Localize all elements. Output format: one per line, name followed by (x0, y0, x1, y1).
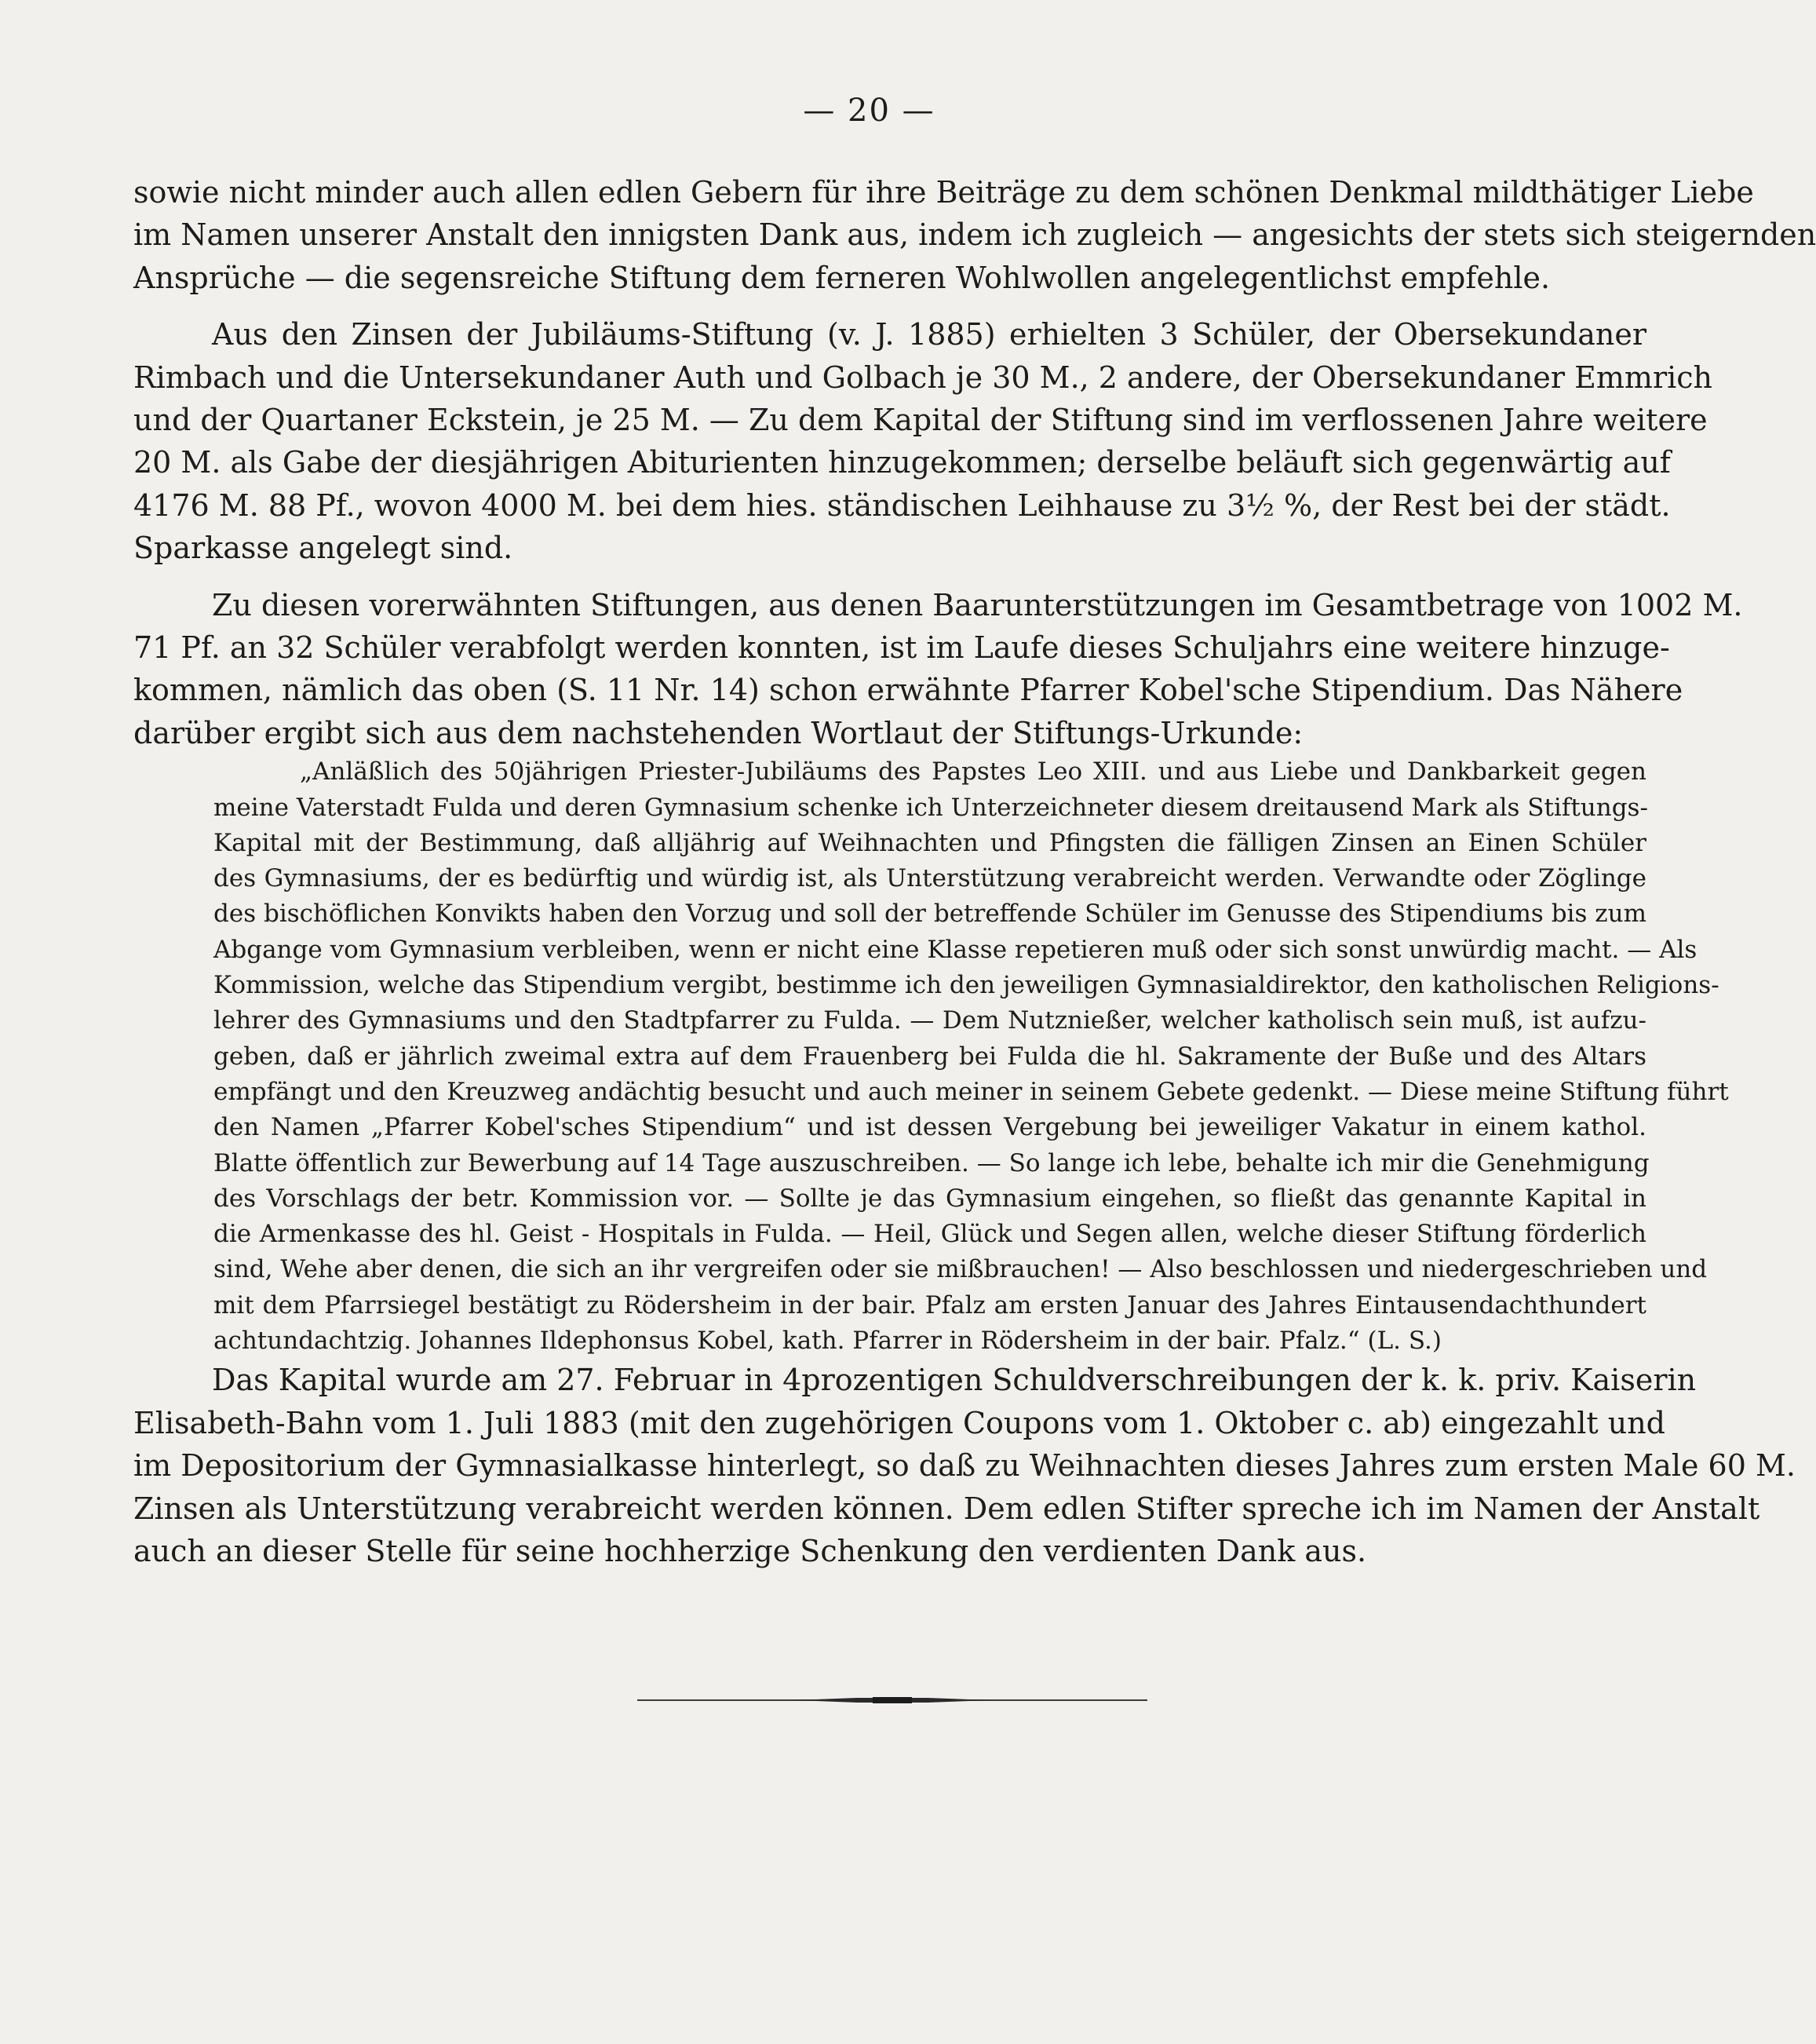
text-line: kommen, nämlich das oben (S. 11 Nr. 14) schon erwähnte Pfarrer Kobel'sche Stipendium. Das Nähere (133, 673, 1683, 708)
text-line: und der Quartaner Eckstein, je 25 M. — Zu dem Kapital der Stiftung sind im verflossenen Jahre weitere (133, 403, 1708, 438)
quote-line: sind, Wehe aber denen, die sich an ihr vergreifen oder sie mißbrauchen! — Also beschlossen und niedergeschrieben und (213, 1255, 1708, 1284)
text-line: Sparkasse angelegt sind. (133, 531, 513, 566)
text-line: im Depositorium der Gymnasialkasse hinterlegt, so daß zu Weihnachten dieses Jahres zum ersten Male 60 M. (133, 1448, 1796, 1484)
text-line: auch an dieser Stelle für seine hochherzige Schenkung den verdienten Dank aus. (133, 1533, 1367, 1568)
quote-line: Abgange vom Gymnasium verbleiben, wenn er nicht eine Klasse repetieren muß oder sich sonst unwürdig macht. — Als (213, 935, 1697, 964)
text-line: sowie nicht minder auch allen edlen Gebern für ihre Beiträge zu dem schönen Denkmal mildthätiger Liebe (133, 175, 1754, 210)
text-line: 71 Pf. an 32 Schüler verabfolgt werden konnten, ist im Laufe dieses Schuljahrs eine weitere hinzuge- (133, 630, 1670, 666)
quote-line: Blatte öffentlich zur Bewerbung auf 14 Tage auszuschreiben. — So lange ich lebe, behalte ich mir die Genehmigung (213, 1148, 1650, 1177)
quote-line: „Anläßlich des 50jährigen Priester-Jubiläums des Papstes Leo XIII. und aus Liebe und Dankbarkeit gegen (300, 757, 1646, 787)
text-line: Ansprüche — die segensreiche Stiftung dem ferneren Wohlwollen angelegentlichst empfehle. (133, 260, 1551, 295)
paragraph-kobel-stipend (133, 584, 1743, 755)
quote-line: des bischöflichen Konvikts haben den Vorzug und soll der betreffende Schüler im Genusse des Stipendiums bis zum (213, 900, 1646, 929)
page-number: — 20 — (803, 93, 935, 129)
text-line: Zu diesen vorerwähnten Stiftungen, aus denen Baarunterstützungen im Gesamtbetrage von 1002 M. (212, 587, 1743, 622)
text-line: 20 M. als Gabe der diesjährigen Abiturienten hinzugekommen; derselbe beläuft sich gegenwärtig auf (133, 445, 1671, 480)
quote-line: den Namen „Pfarrer Kobel'sches Stipendium“ und ist dessen Vergebung bei jeweiliger Vakatur in einem kathol. (213, 1113, 1646, 1142)
text-line: Aus den Zinsen der Jubiläums-Stiftung (v. J. 1885) erhielten 3 Schüler, der Obersekundaner (212, 317, 1646, 352)
paragraph-capital-deposit (133, 1359, 1796, 1572)
quote-line: lehrer des Gymnasiums und den Stadtpfarrer zu Fulda. — Dem Nutznießer, welcher katholisch sein muß, ist aufzu- (213, 1006, 1646, 1035)
text-line: 4176 M. 88 Pf., wovon 4000 M. bei dem hies. ständischen Leihhause zu 3½ %, der Rest bei der städt. (133, 487, 1671, 523)
paragraph-donors (133, 171, 1816, 299)
quote-line: meine Vaterstadt Fulda und deren Gymnasium schenke ich Unterzeichneter diesem dreitausend Mark als Stiftungs- (213, 793, 1648, 822)
text-line: Rimbach und die Untersekundaner Auth und Golbach je 30 M., 2 andere, der Obersekundaner Emmrich (133, 360, 1713, 395)
quote-line: des Gymnasiums, der es bedürftig und würdig ist, als Unterstützung verabreicht werden. Verwandte oder Zöglinge (213, 864, 1646, 893)
body-text (133, 171, 1816, 1572)
quote-line: des Vorschlags der betr. Kommission vor. — Sollte je das Gymnasium eingehen, so fließt das genannte Kapital in (213, 1184, 1646, 1213)
quote-line: Kommission, welche das Stipendium vergibt, bestimme ich den jeweiligen Gymnasialdirektor, den katholischen Religions- (213, 971, 1719, 1000)
text-line: Elisabeth-Bahn vom 1. Juli 1883 (mit den zugehörigen Coupons vom 1. Oktober c. ab) eingezahlt und (133, 1405, 1665, 1440)
end-ornament-rule (637, 1695, 1147, 1705)
quote-line: die Armenkasse des hl. Geist - Hospitals in Fulda. — Heil, Glück und Segen allen, welche dieser Stiftung förderlich (213, 1220, 1646, 1249)
foundation-deed-quote (133, 754, 1729, 1359)
quote-line: empfängt und den Kreuzweg andächtig besucht und auch meiner in seinem Gebete gedenkt. — Diese meine Stiftung führt (213, 1077, 1729, 1106)
quote-line: achtundachtzig. Johannes Ildephonsus Kobel, kath. Pfarrer in Rödersheim in der bair. Pfalz.“ (L. S.) (213, 1327, 1442, 1356)
text-line: Das Kapital wurde am 27. Februar in 4prozentigen Schuldverschreibungen der k. k. priv. Kaiserin (212, 1363, 1697, 1398)
quote-line: mit dem Pfarrsiegel bestätigt zu Rödersheim in der bair. Pfalz am ersten Januar des Jahres Eintausendachthundert (213, 1290, 1646, 1319)
quote-line: Kapital mit der Bestimmung, daß alljährig auf Weihnachten und Pfingsten die fälligen Zinsen an Einen Schüler (213, 828, 1646, 857)
text-line: darüber ergibt sich aus dem nachstehenden Wortlaut der Stiftungs-Urkunde: (133, 715, 1304, 750)
text-line: im Namen unserer Anstalt den innigsten Dank aus, indem ich zugleich — angesichts der stets sich steigernden (133, 217, 1816, 253)
text-line: Zinsen als Unterstützung verabreicht werden können. Dem edlen Stifter spreche ich im Namen der Anstalt (133, 1491, 1760, 1526)
quote-line: geben, daß er jährlich zweimal extra auf dem Frauenberg bei Fulda die hl. Sakramente der Buße und des Altars (213, 1042, 1646, 1071)
paragraph-jubilee-foundation (133, 313, 1713, 569)
